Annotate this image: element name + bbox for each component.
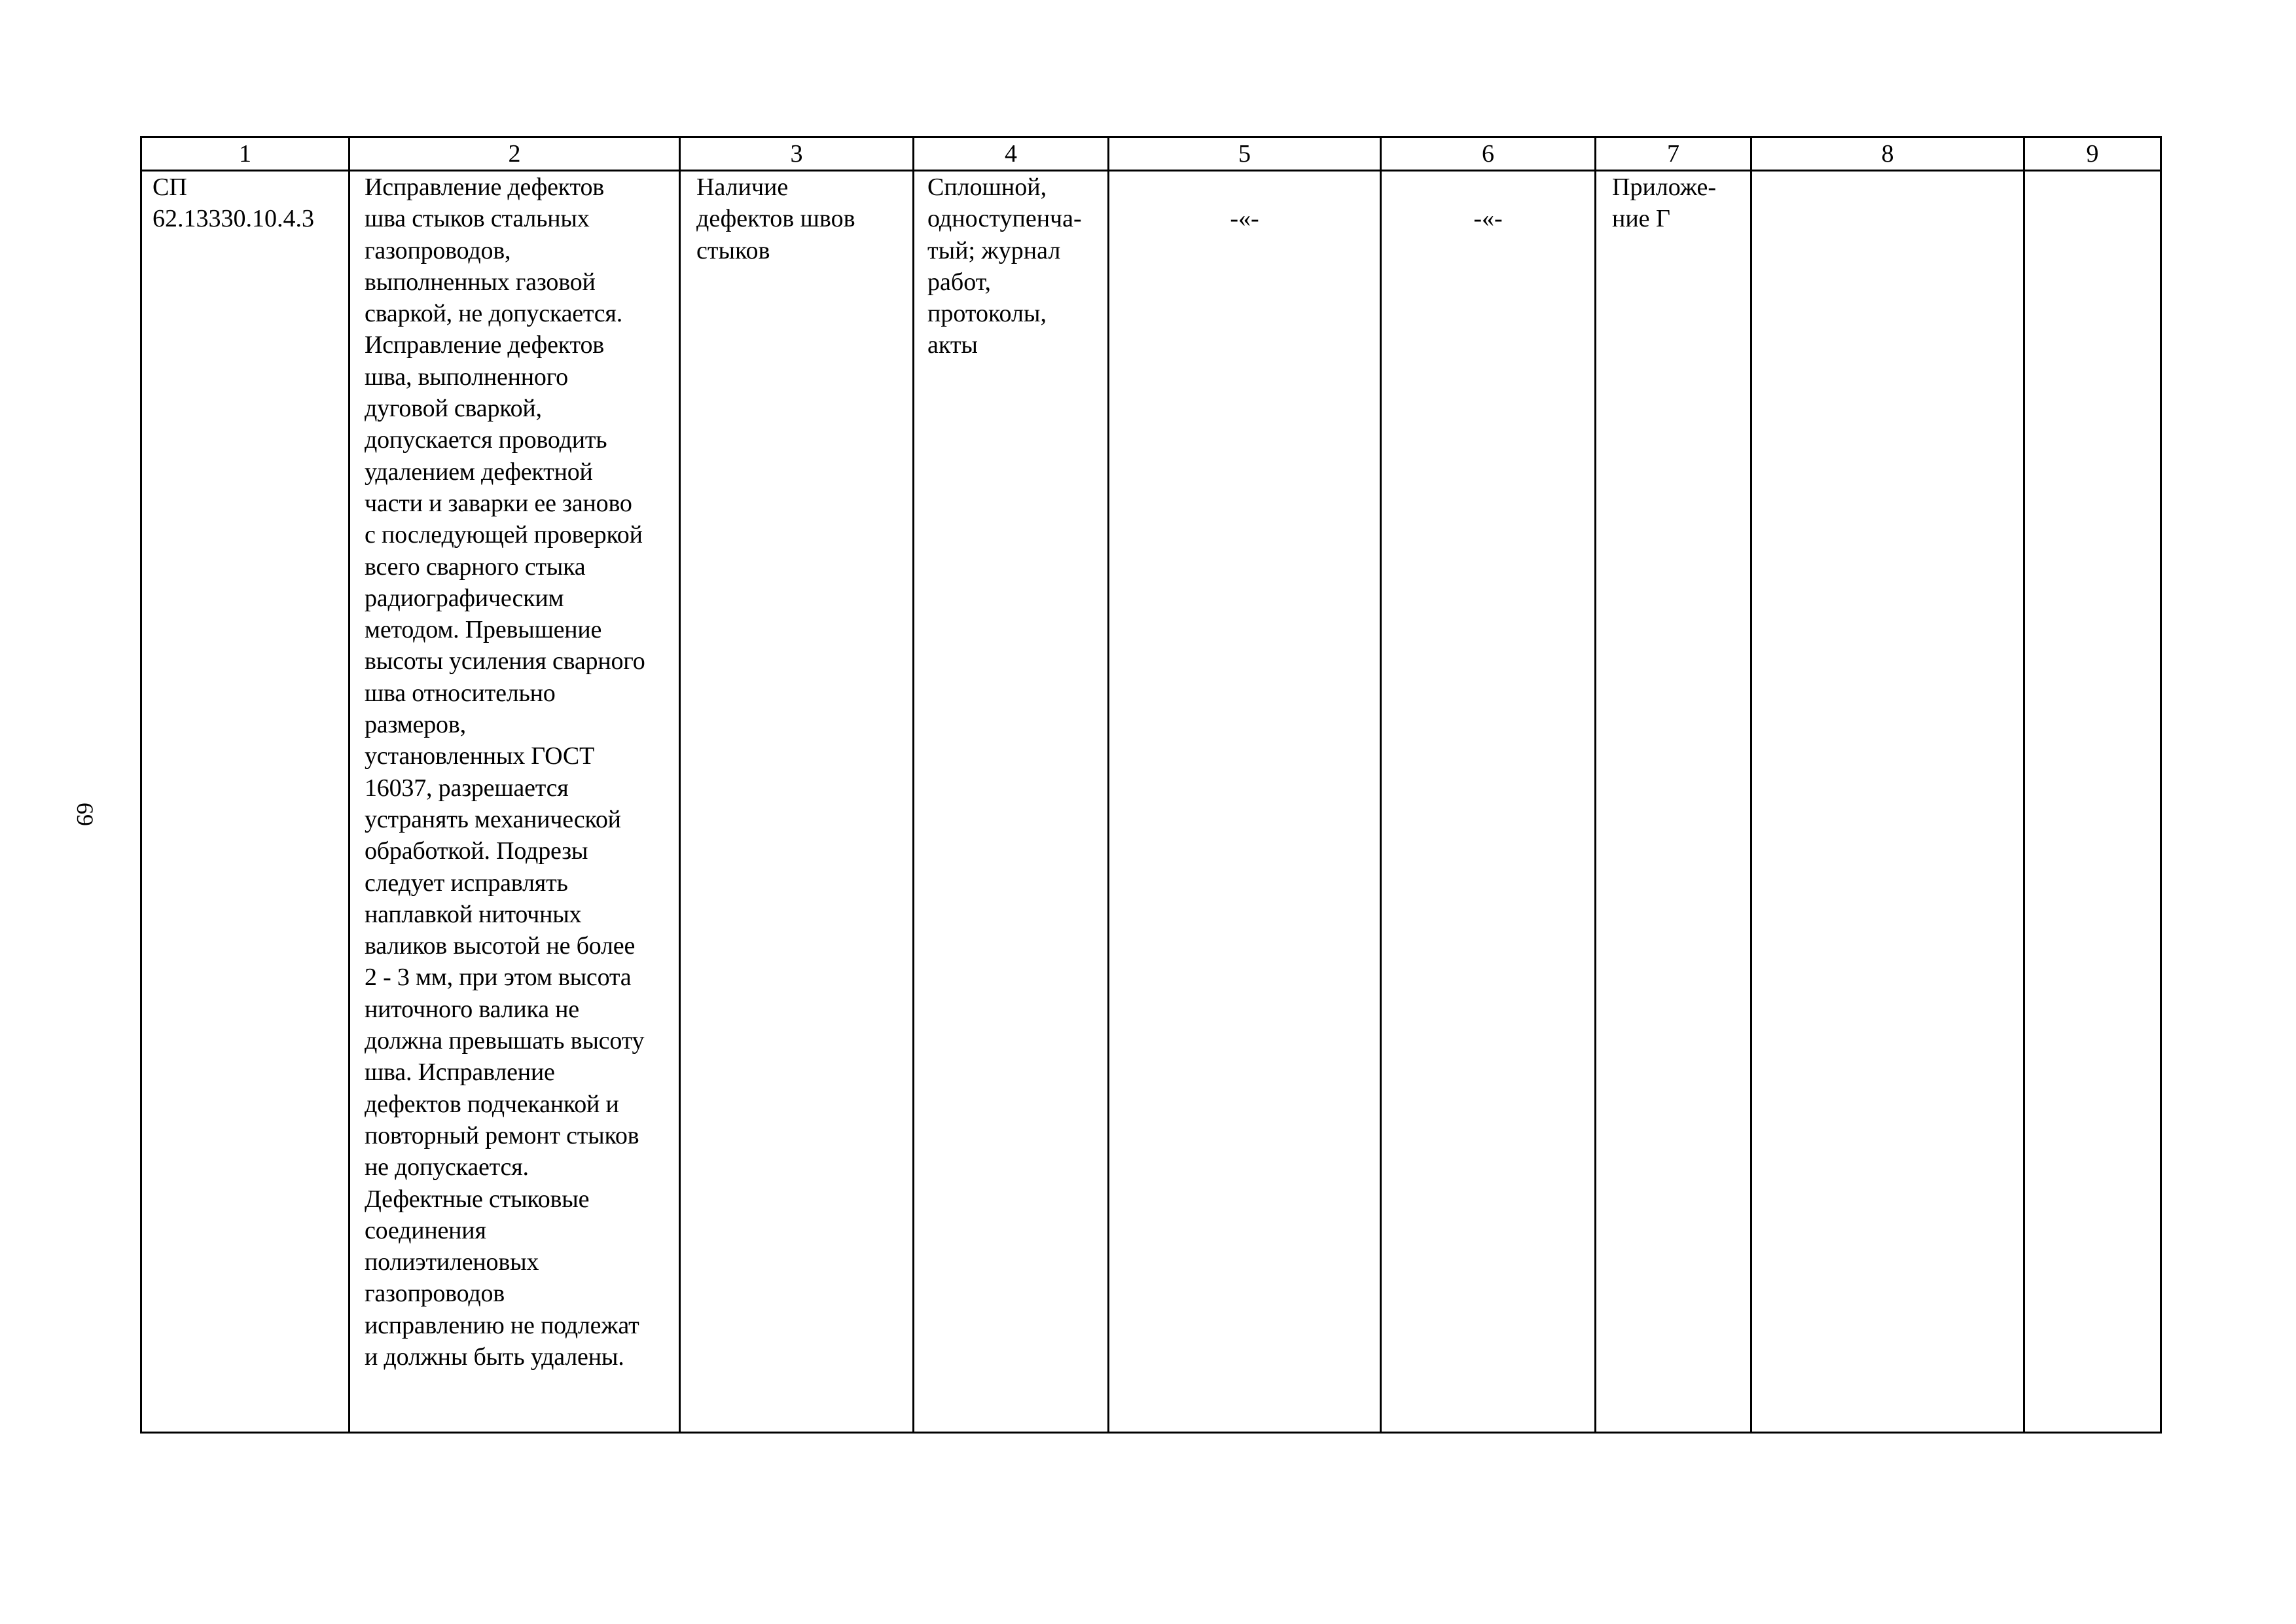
cell-column-6	[1381, 171, 1596, 1433]
cell-controlled-parameter	[680, 171, 914, 1433]
table-row	[141, 171, 2161, 1433]
ditto-mark-5: -«-	[1230, 205, 1259, 232]
header-cell-1: 1	[141, 137, 350, 171]
header-cell-2: 2	[350, 137, 680, 171]
control-type-text: Сплошной, одноступенча- тый; журнал работ, протоколы, акты	[927, 173, 1082, 359]
appendix-reference-text: Приложе- ние Г	[1612, 173, 1717, 233]
normative-document-text: СП 62.13330.10.4.3	[152, 173, 314, 233]
cell-column-5	[1109, 171, 1381, 1433]
header-cell-7: 7	[1596, 137, 1751, 171]
page-number: 69	[72, 803, 98, 826]
header-cell-6: 6	[1381, 137, 1596, 171]
controlled-parameter-text: Наличие дефектов швов стыков	[696, 173, 855, 264]
cell-appendix-reference	[1596, 171, 1751, 1433]
ditto-mark-6: -«-	[1473, 205, 1503, 232]
header-cell-9: 9	[2024, 137, 2161, 171]
table-header-row	[141, 137, 2161, 171]
cell-column-8	[1751, 171, 2024, 1433]
requirement-text: Исправление дефектов шва стыков стальных газопроводов, выполненных газовой сваркой, не допускается. Исправление дефектов шва, выполненного дуговой сваркой, допускается проводить удалением дефектной части и заварки ее заново с последующей проверкой всего сварного стыка радиографическим методом. Превышение высоты усиления сварного шва относительно размеров, установленных ГОСТ 16037, разрешается устранять механической обработкой. Подрезы следует исправлять наплавкой ниточных валиков высотой не более 2 - 3 мм, при этом высота ниточного валика не должна превышать высоту шва. Исправление дефектов подчеканкой и повторный ремонт стыков не допускается. Дефектные стыковые соединения полиэтиленовых газопроводов исправлению не подлежат и должны быть удалены.	[365, 173, 645, 1371]
requirements-table	[140, 136, 2162, 1434]
header-cell-8: 8	[1751, 137, 2024, 171]
header-cell-4: 4	[914, 137, 1109, 171]
cell-column-9	[2024, 171, 2161, 1433]
cell-control-type	[914, 171, 1109, 1433]
cell-requirement	[350, 171, 680, 1433]
header-cell-3: 3	[680, 137, 914, 171]
header-cell-5: 5	[1109, 137, 1381, 171]
cell-normative-document	[141, 171, 350, 1433]
